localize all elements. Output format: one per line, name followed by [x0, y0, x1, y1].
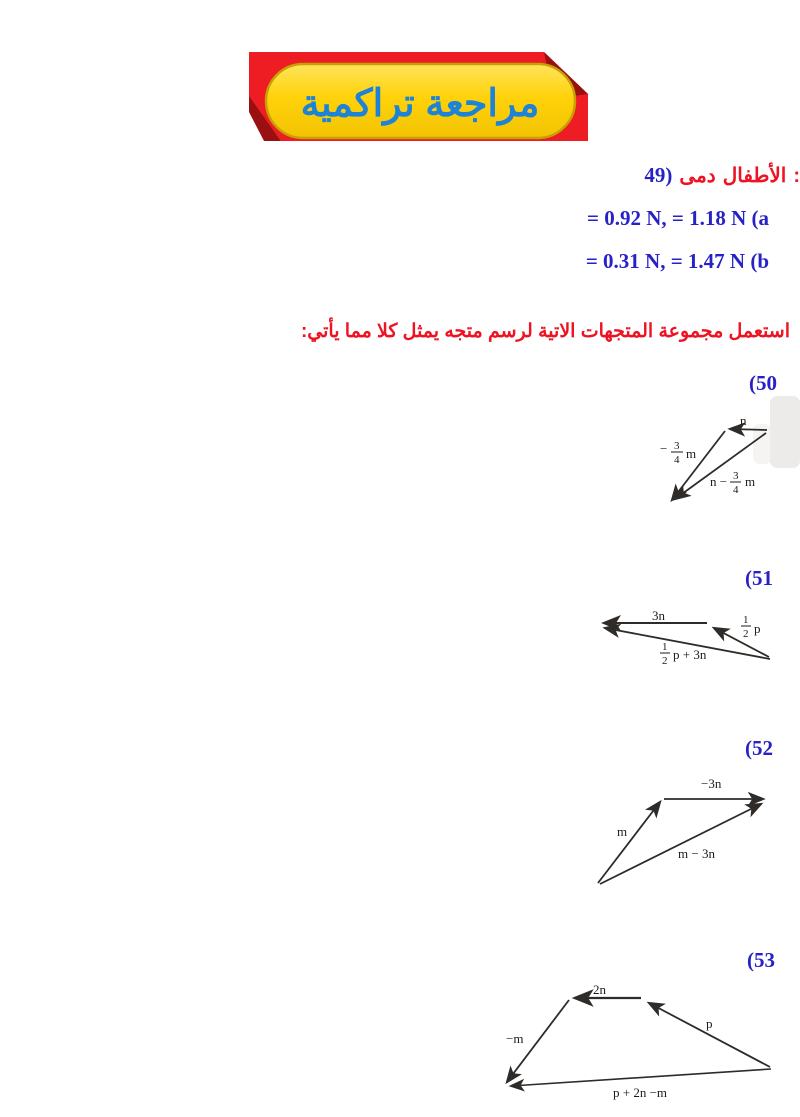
svg-text:p: p	[754, 621, 761, 636]
label-half-p	[741, 614, 761, 640]
svg-text:p + 3n: p + 3n	[673, 647, 707, 662]
vector-half-p-arrow	[714, 628, 769, 657]
vector-resultant-arrow	[511, 1069, 771, 1086]
vector-p-arrow	[649, 1003, 770, 1067]
svg-text:2: 2	[743, 628, 749, 640]
vector-diagram-50	[630, 396, 800, 526]
svg-text:3: 3	[674, 440, 680, 452]
problem-51-number: (51	[745, 566, 773, 590]
problem-49-word-2: الأطفال	[722, 165, 787, 187]
banner-title: مراجعة تراكمية	[300, 83, 540, 125]
vector-diagram-52	[590, 770, 800, 890]
label-neg-m: −m	[506, 1031, 524, 1046]
svg-text:1: 1	[743, 614, 749, 626]
answer-line-b: = 0.31 N, = 1.47 N (b	[585, 249, 769, 273]
svg-text:3: 3	[733, 470, 739, 482]
svg-text:1: 1	[662, 641, 668, 653]
problem-49-heading	[644, 163, 800, 188]
label-m-minus-3n: m − 3n	[678, 846, 715, 861]
label-3n: 3n	[652, 608, 665, 623]
svg-text:4: 4	[733, 484, 739, 496]
vector-neg-three-quarter-m-arrow	[672, 431, 728, 500]
svg-text:4: 4	[674, 454, 680, 466]
svg-text:n −: n −	[710, 474, 728, 489]
svg-text:−: −	[660, 441, 668, 456]
label-p-plus-2n-minus-m: p + 2n −m	[613, 1085, 668, 1100]
scan-smudge	[770, 396, 800, 468]
label-neg-three-quarter-m	[660, 440, 696, 466]
problem-52-number: (52	[745, 736, 773, 760]
label-p: p	[706, 1016, 713, 1031]
vector-diagram-53	[495, 978, 800, 1103]
vector-resultant-arrow	[600, 804, 761, 884]
answer-line-a: = 0.92 N, = 1.18 N (a	[586, 206, 769, 230]
label-n: n	[740, 413, 747, 428]
problem-50-number: (50	[749, 371, 777, 395]
label-neg-3n: −3n	[701, 776, 722, 791]
vector-diagram-51	[585, 602, 800, 670]
label-n-minus-three-quarter-m	[710, 470, 755, 496]
label-m: m	[617, 824, 628, 839]
problem-49-word-1: دمى	[679, 165, 716, 187]
instruction-text: استعمل مجموعة المتجهات الاتية لرسم متجه يمثل كلا مما يأتي:	[300, 321, 790, 342]
svg-text:2: 2	[662, 655, 668, 667]
svg-text:m: m	[745, 474, 756, 489]
label-2n: 2n	[593, 982, 606, 997]
vector-m-arrow	[598, 802, 660, 883]
problem-53-number: (53	[747, 948, 775, 972]
problem-49-number: 49)	[644, 163, 673, 187]
vector-n-arrow	[730, 429, 767, 430]
svg-text:m: m	[686, 446, 697, 461]
vector-resultant-arrow	[675, 433, 766, 499]
title-banner	[245, 46, 595, 146]
problem-49-colon: :	[793, 165, 800, 187]
